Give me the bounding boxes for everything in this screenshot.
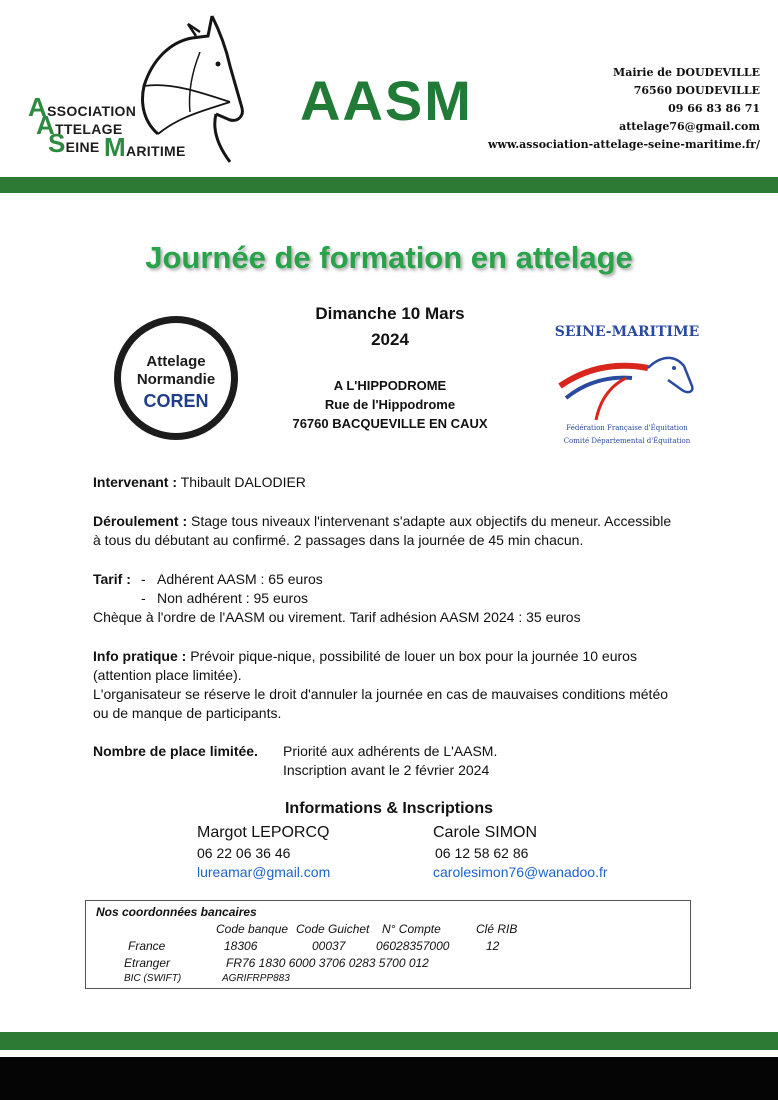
bank-header-cle-rib: Clé RIB bbox=[476, 922, 518, 936]
info-text1: Prévoir pique-nique, possibilité de louer un box pour la journée 10 euros bbox=[186, 648, 637, 664]
tarif-note: Chèque à l'ordre de l'AASM ou virement. Tarif adhésion AASM 2024 : 35 euros bbox=[93, 609, 581, 625]
deroulement-text2: à tous du débutant au confirmé. 2 passages dans la journée de 45 min chacun. bbox=[93, 532, 584, 548]
contact-website[interactable]: www.association-attelage-seine-maritime.fr/ bbox=[488, 138, 760, 151]
places-label: Nombre de place limitée. bbox=[93, 743, 258, 759]
coren-logo bbox=[114, 316, 238, 440]
horse-flag-icon bbox=[556, 346, 698, 422]
coren-line1: Attelage bbox=[146, 353, 206, 370]
deroulement-label: Déroulement : bbox=[93, 513, 188, 529]
footer-black-band bbox=[0, 1057, 778, 1100]
inscriptions-heading: Informations & Inscriptions bbox=[284, 800, 493, 817]
contact-2-email[interactable]: carolesimon76@wanadoo.fr bbox=[433, 864, 608, 880]
event-date-line1: Dimanche 10 Mars bbox=[315, 304, 465, 323]
info-text2: (attention place limitée). bbox=[93, 667, 242, 683]
coren-line3: COREN bbox=[143, 391, 209, 411]
coren-line2: Normandie bbox=[136, 371, 216, 388]
contact-2-name: Carole SIMON bbox=[433, 824, 538, 841]
bank-france-code-banque: 18306 bbox=[224, 939, 258, 953]
intervenant-line bbox=[93, 474, 306, 490]
bank-france-compte: 06028357000 bbox=[376, 939, 450, 953]
footer-green-band bbox=[0, 1032, 778, 1050]
info-line1 bbox=[93, 648, 637, 664]
intervenant-label: Intervenant : bbox=[93, 474, 178, 490]
places-text2: Inscription avant le 2 février 2024 bbox=[283, 762, 490, 778]
header-green-band bbox=[0, 177, 778, 193]
bank-details-box bbox=[85, 900, 691, 989]
contact-city: 76560 DOUDEVILLE bbox=[633, 84, 760, 97]
bank-header-code-guichet: Code Guichet bbox=[296, 922, 370, 936]
contact-mairie: Mairie de DOUDEVILLE bbox=[613, 66, 760, 79]
tarif-bullet-2: - bbox=[141, 590, 146, 606]
contact-1-phone: 06 22 06 36 46 bbox=[197, 845, 291, 861]
venue-line2: Rue de l'Hippodrome bbox=[324, 397, 456, 412]
contact-1-name: Margot LEPORCQ bbox=[197, 824, 330, 841]
deroulement-text1: Stage tous niveaux l'intervenant s'adapte aux objectifs du meneur. Accessible bbox=[187, 513, 672, 529]
sm-logo-title: SEINE-MARITIME bbox=[554, 324, 700, 340]
sm-logo-line1: Fédération Française d'Équitation bbox=[566, 424, 688, 432]
tarif-item2: Non adhérent : 95 euros bbox=[157, 590, 308, 606]
bank-etranger-label: Etranger bbox=[124, 956, 171, 970]
info-label: Info pratique : bbox=[93, 648, 187, 664]
bank-bic-label: BIC (SWIFT) bbox=[124, 973, 182, 984]
contact-email[interactable]: attelage76@gmail.com bbox=[619, 120, 760, 133]
bank-header-code-banque: Code banque bbox=[216, 922, 289, 936]
association-logo-text: ASSOCIATION ATTELAGE SEINE MARITIME bbox=[28, 92, 186, 162]
contact-2-phone: 06 12 58 62 86 bbox=[435, 845, 529, 861]
bank-bic: AGRIFRPP883 bbox=[222, 973, 290, 984]
bank-france-cle: 12 bbox=[486, 939, 500, 953]
contact-phone: 09 66 83 86 71 bbox=[668, 102, 760, 115]
aasm-title: AASM bbox=[300, 69, 473, 132]
tarif-item1: Adhérent AASM : 65 euros bbox=[157, 571, 323, 587]
bank-france-label: France bbox=[128, 939, 166, 953]
venue-line3: 76760 BACQUEVILLE EN CAUX bbox=[292, 416, 488, 431]
contact-1-email[interactable]: lureamar@gmail.com bbox=[197, 864, 331, 880]
bank-france-code-guichet: 00037 bbox=[312, 939, 346, 953]
venue-line1: A L'HIPPODROME bbox=[333, 378, 447, 393]
seine-maritime-logo bbox=[552, 318, 702, 458]
bank-title: Nos coordonnées bancaires bbox=[96, 905, 257, 919]
deroulement-line1 bbox=[93, 513, 671, 529]
sm-logo-line2: Comité Départemental d'Équitation bbox=[563, 437, 691, 445]
tarif-bullet-1: - bbox=[141, 571, 146, 587]
tarif-label: Tarif : bbox=[93, 571, 131, 587]
info-text3: L'organisateur se réserve le droit d'annuler la journée en cas de mauvaises conditions météo bbox=[93, 686, 669, 702]
bank-iban: FR76 1830 6000 3706 0283 5700 012 bbox=[226, 956, 429, 970]
page-title: Journée de formation en attelage bbox=[145, 240, 633, 275]
intervenant-value: Thibault DALODIER bbox=[177, 474, 306, 490]
places-text1: Priorité aux adhérents de L'AASM. bbox=[283, 743, 498, 759]
event-date-line2: 2024 bbox=[371, 330, 409, 349]
bank-header-compte: N° Compte bbox=[382, 922, 441, 936]
info-text4: ou de manque de participants. bbox=[93, 705, 282, 721]
